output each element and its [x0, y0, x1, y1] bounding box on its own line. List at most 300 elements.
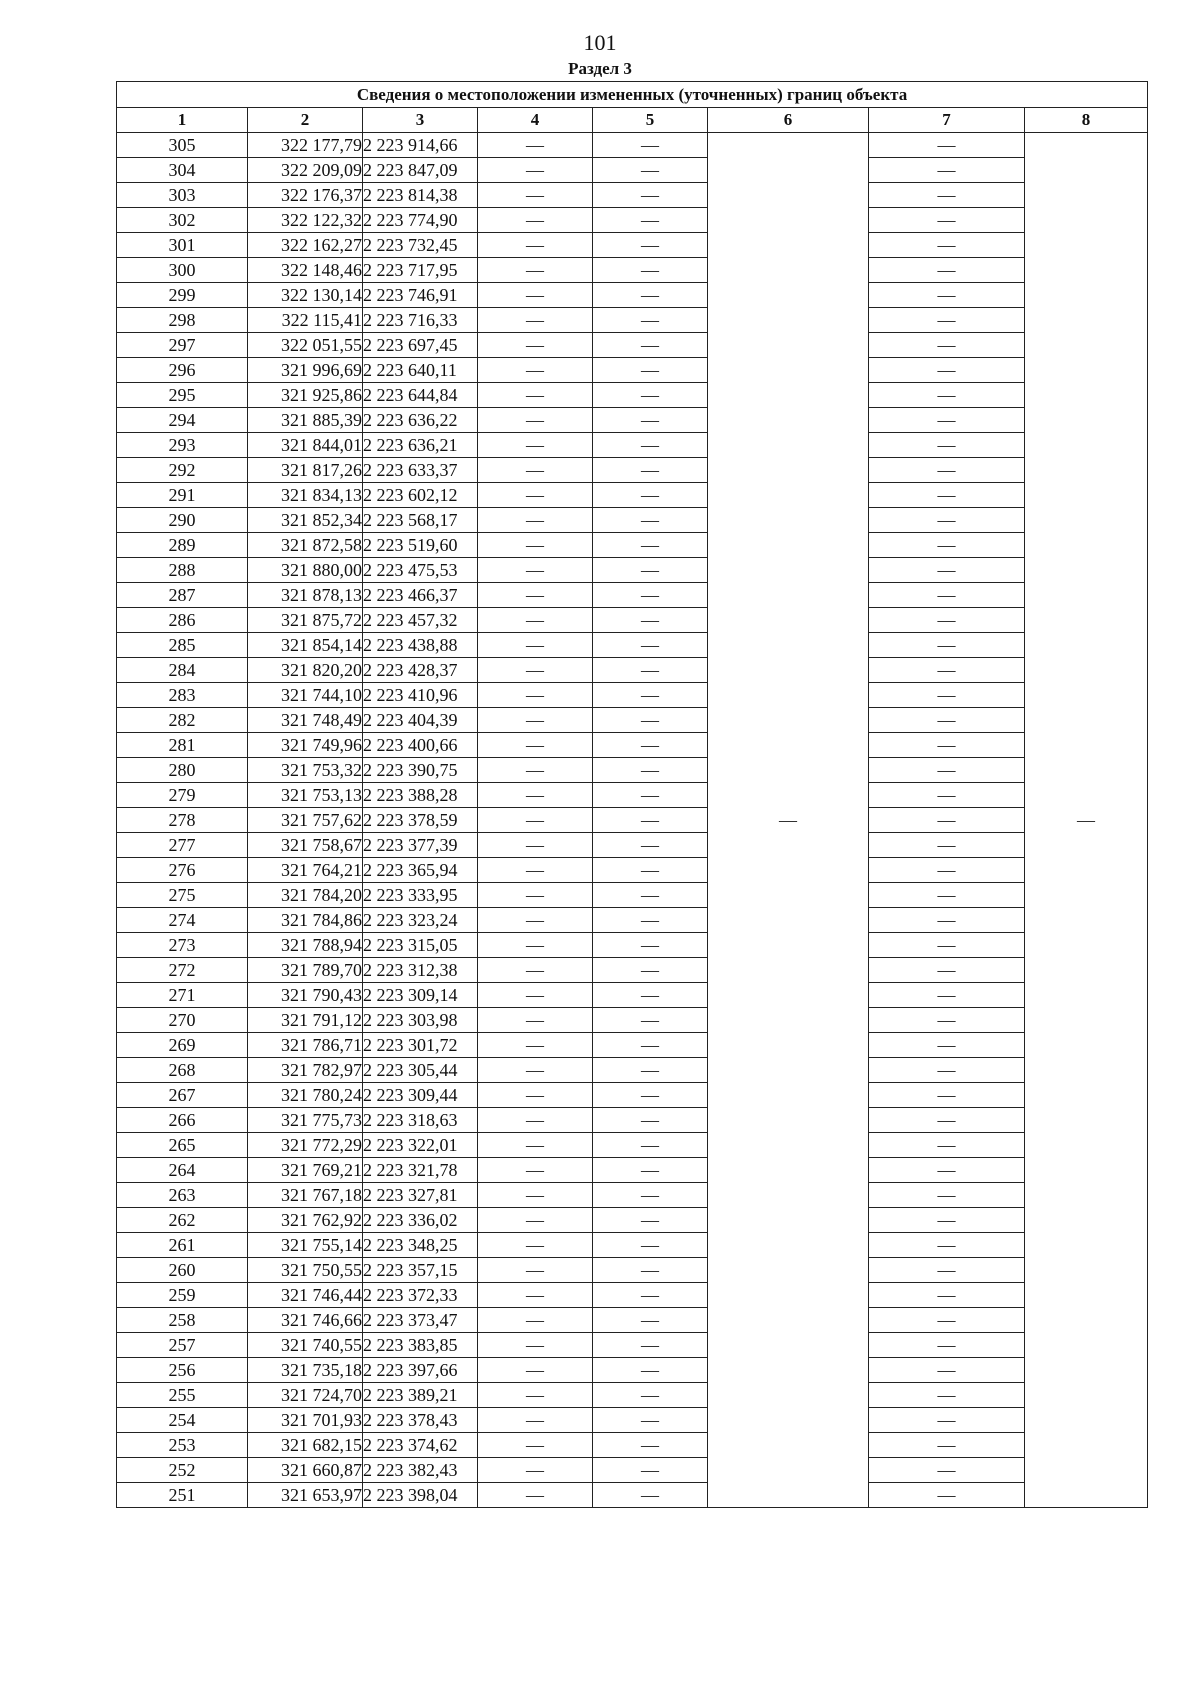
point-number: 254: [117, 1408, 248, 1433]
col4-value: —: [478, 208, 593, 233]
col5-value: —: [593, 433, 708, 458]
point-number: 280: [117, 758, 248, 783]
coordinate-x: 321 784,20: [248, 883, 363, 908]
col7-value: —: [869, 483, 1025, 508]
table-row: [117, 1258, 1148, 1283]
coordinate-x: 322 209,09: [248, 158, 363, 183]
col7-value: —: [869, 183, 1025, 208]
col5-value: —: [593, 833, 708, 858]
col7-value: —: [869, 633, 1025, 658]
coordinate-y: 2 223 774,90: [363, 208, 478, 233]
table-row: [117, 1233, 1148, 1258]
table-row: [117, 308, 1148, 333]
col5-value: —: [593, 133, 708, 158]
point-number: 259: [117, 1283, 248, 1308]
coordinate-y: 2 223 519,60: [363, 533, 478, 558]
table-row: [117, 883, 1148, 908]
col4-value: —: [478, 1283, 593, 1308]
coordinate-y: 2 223 466,37: [363, 583, 478, 608]
point-number: 262: [117, 1208, 248, 1233]
col6-merged-value: —: [708, 133, 869, 1508]
coordinate-y: 2 223 327,81: [363, 1183, 478, 1208]
coordinate-x: 322 177,79: [248, 133, 363, 158]
table-row: [117, 1483, 1148, 1508]
col5-value: —: [593, 1133, 708, 1158]
col7-value: —: [869, 1033, 1025, 1058]
col7-value: —: [869, 1133, 1025, 1158]
table-row: [117, 483, 1148, 508]
col7-value: —: [869, 1258, 1025, 1283]
point-number: 291: [117, 483, 248, 508]
coordinate-x: 321 820,20: [248, 658, 363, 683]
col7-value: —: [869, 1308, 1025, 1333]
coordinate-y: 2 223 633,37: [363, 458, 478, 483]
col5-value: —: [593, 1333, 708, 1358]
column-header-2: 2: [248, 108, 363, 133]
boundary-coordinates-table: [116, 81, 1148, 1508]
col5-value: —: [593, 358, 708, 383]
coordinate-x: 321 925,86: [248, 383, 363, 408]
coordinate-x: 321 750,55: [248, 1258, 363, 1283]
coordinate-y: 2 223 348,25: [363, 1233, 478, 1258]
point-number: 289: [117, 533, 248, 558]
col4-value: —: [478, 133, 593, 158]
coordinate-y: 2 223 378,43: [363, 1408, 478, 1433]
coordinate-y: 2 223 321,78: [363, 1158, 478, 1183]
point-number: 265: [117, 1133, 248, 1158]
table-row: [117, 783, 1148, 808]
col5-value: —: [593, 658, 708, 683]
table-row: [117, 658, 1148, 683]
table-row: [117, 533, 1148, 558]
col4-value: —: [478, 1208, 593, 1233]
coordinate-x: 322 122,32: [248, 208, 363, 233]
coordinate-y: 2 223 301,72: [363, 1033, 478, 1058]
coordinate-y: 2 223 410,96: [363, 683, 478, 708]
table-row: [117, 558, 1148, 583]
table-row: [117, 1283, 1148, 1308]
col5-value: —: [593, 808, 708, 833]
coordinate-x: 321 764,21: [248, 858, 363, 883]
coordinate-y: 2 223 372,33: [363, 1283, 478, 1308]
col5-value: —: [593, 333, 708, 358]
col4-value: —: [478, 533, 593, 558]
col7-value: —: [869, 758, 1025, 783]
col4-value: —: [478, 1358, 593, 1383]
coordinate-x: 321 791,12: [248, 1008, 363, 1033]
col7-value: —: [869, 158, 1025, 183]
coordinate-x: 321 769,21: [248, 1158, 363, 1183]
col7-value: —: [869, 808, 1025, 833]
point-number: 282: [117, 708, 248, 733]
table-row: [117, 1208, 1148, 1233]
coordinate-y: 2 223 303,98: [363, 1008, 478, 1033]
col4-value: —: [478, 358, 593, 383]
col4-value: —: [478, 1258, 593, 1283]
table-row: [117, 183, 1148, 208]
coordinate-x: 321 854,14: [248, 633, 363, 658]
coordinate-x: 321 746,66: [248, 1308, 363, 1333]
table-row: [117, 1358, 1148, 1383]
coordinate-x: 322 115,41: [248, 308, 363, 333]
col7-value: —: [869, 933, 1025, 958]
coordinate-y: 2 223 305,44: [363, 1058, 478, 1083]
col7-value: —: [869, 1283, 1025, 1308]
col7-value: —: [869, 658, 1025, 683]
column-header-5: 5: [593, 108, 708, 133]
coordinate-x: 321 767,18: [248, 1183, 363, 1208]
coordinate-y: 2 223 377,39: [363, 833, 478, 858]
point-number: 283: [117, 683, 248, 708]
table-row: [117, 333, 1148, 358]
col7-value: —: [869, 1208, 1025, 1233]
column-header-7: 7: [869, 108, 1025, 133]
coordinate-y: 2 223 697,45: [363, 333, 478, 358]
col5-value: —: [593, 933, 708, 958]
col7-value: —: [869, 958, 1025, 983]
col4-value: —: [478, 1233, 593, 1258]
coordinate-y: 2 223 914,66: [363, 133, 478, 158]
coordinate-x: 321 762,92: [248, 1208, 363, 1233]
col7-value: —: [869, 683, 1025, 708]
col4-value: —: [478, 1383, 593, 1408]
col8-merged-value: —: [1025, 133, 1148, 1508]
coordinate-x: 321 786,71: [248, 1033, 363, 1058]
column-header-row: [117, 108, 1148, 133]
col4-value: —: [478, 1083, 593, 1108]
col5-value: —: [593, 1433, 708, 1458]
col5-value: —: [593, 958, 708, 983]
table-row: [117, 383, 1148, 408]
table-caption: Сведения о местоположении измененных (уточненных) границ объекта: [117, 82, 1148, 108]
point-number: 301: [117, 233, 248, 258]
coordinate-y: 2 223 814,38: [363, 183, 478, 208]
table-row: [117, 208, 1148, 233]
table-row: [117, 958, 1148, 983]
col7-value: —: [869, 858, 1025, 883]
coordinate-x: 321 885,39: [248, 408, 363, 433]
point-number: 261: [117, 1233, 248, 1258]
col5-value: —: [593, 533, 708, 558]
col4-value: —: [478, 333, 593, 358]
col5-value: —: [593, 508, 708, 533]
col7-value: —: [869, 1183, 1025, 1208]
point-number: 258: [117, 1308, 248, 1333]
col5-value: —: [593, 408, 708, 433]
coordinate-x: 322 130,14: [248, 283, 363, 308]
table-row: [117, 808, 1148, 833]
point-number: 268: [117, 1058, 248, 1083]
coordinate-x: 321 788,94: [248, 933, 363, 958]
col5-value: —: [593, 558, 708, 583]
col5-value: —: [593, 233, 708, 258]
point-number: 284: [117, 658, 248, 683]
table-row: [117, 733, 1148, 758]
col4-value: —: [478, 408, 593, 433]
coordinate-y: 2 223 644,84: [363, 383, 478, 408]
point-number: 272: [117, 958, 248, 983]
coordinate-y: 2 223 640,11: [363, 358, 478, 383]
table-row: [117, 408, 1148, 433]
table-row: [117, 858, 1148, 883]
col7-value: —: [869, 1158, 1025, 1183]
point-number: 270: [117, 1008, 248, 1033]
coordinate-y: 2 223 322,01: [363, 1133, 478, 1158]
coordinate-x: 321 748,49: [248, 708, 363, 733]
col4-value: —: [478, 183, 593, 208]
col7-value: —: [869, 608, 1025, 633]
col5-value: —: [593, 583, 708, 608]
point-number: 304: [117, 158, 248, 183]
coordinate-y: 2 223 383,85: [363, 1333, 478, 1358]
coordinate-y: 2 223 390,75: [363, 758, 478, 783]
col7-value: —: [869, 1108, 1025, 1133]
col4-value: —: [478, 758, 593, 783]
col7-value: —: [869, 408, 1025, 433]
point-number: 257: [117, 1333, 248, 1358]
col4-value: —: [478, 1483, 593, 1508]
table-body: [117, 133, 1148, 1508]
coordinate-y: 2 223 602,12: [363, 483, 478, 508]
point-number: 274: [117, 908, 248, 933]
coordinate-x: 321 878,13: [248, 583, 363, 608]
col7-value: —: [869, 1233, 1025, 1258]
table-row: [117, 933, 1148, 958]
col4-value: —: [478, 1458, 593, 1483]
col7-value: —: [869, 208, 1025, 233]
table-row: [117, 908, 1148, 933]
col5-value: —: [593, 683, 708, 708]
coordinate-y: 2 223 336,02: [363, 1208, 478, 1233]
col7-value: —: [869, 558, 1025, 583]
col5-value: —: [593, 1258, 708, 1283]
point-number: 298: [117, 308, 248, 333]
coordinate-y: 2 223 309,44: [363, 1083, 478, 1108]
col7-value: —: [869, 883, 1025, 908]
table-row: [117, 1408, 1148, 1433]
coordinate-x: 321 740,55: [248, 1333, 363, 1358]
point-number: 300: [117, 258, 248, 283]
point-number: 294: [117, 408, 248, 433]
coordinate-x: 321 782,97: [248, 1058, 363, 1083]
coordinate-x: 321 757,62: [248, 808, 363, 833]
col7-value: —: [869, 433, 1025, 458]
col4-value: —: [478, 1108, 593, 1133]
column-header-1: 1: [117, 108, 248, 133]
col4-value: —: [478, 1058, 593, 1083]
col4-value: —: [478, 383, 593, 408]
table-row: [117, 258, 1148, 283]
point-number: 293: [117, 433, 248, 458]
coordinate-y: 2 223 378,59: [363, 808, 478, 833]
coordinate-x: 321 780,24: [248, 1083, 363, 1108]
col5-value: —: [593, 1208, 708, 1233]
coordinate-y: 2 223 428,37: [363, 658, 478, 683]
table-row: [117, 1433, 1148, 1458]
col4-value: —: [478, 1433, 593, 1458]
point-number: 271: [117, 983, 248, 1008]
col7-value: —: [869, 1433, 1025, 1458]
table-row: [117, 1383, 1148, 1408]
col5-value: —: [593, 208, 708, 233]
table-row: [117, 1008, 1148, 1033]
coordinate-x: 322 162,27: [248, 233, 363, 258]
col7-value: —: [869, 1358, 1025, 1383]
col5-value: —: [593, 1283, 708, 1308]
coordinate-y: 2 223 309,14: [363, 983, 478, 1008]
col5-value: —: [593, 1108, 708, 1133]
point-number: 275: [117, 883, 248, 908]
coordinate-x: 321 753,32: [248, 758, 363, 783]
col4-value: —: [478, 908, 593, 933]
col4-value: —: [478, 683, 593, 708]
coordinate-x: 321 817,26: [248, 458, 363, 483]
coordinate-y: 2 223 438,88: [363, 633, 478, 658]
col7-value: —: [869, 333, 1025, 358]
column-header-8: 8: [1025, 108, 1148, 133]
col5-value: —: [593, 1408, 708, 1433]
coordinate-y: 2 223 847,09: [363, 158, 478, 183]
coordinate-x: 322 176,37: [248, 183, 363, 208]
coordinate-x: 321 758,67: [248, 833, 363, 858]
table-row: [117, 283, 1148, 308]
col5-value: —: [593, 383, 708, 408]
col7-value: —: [869, 983, 1025, 1008]
col5-value: —: [593, 1483, 708, 1508]
point-number: 256: [117, 1358, 248, 1383]
coordinate-y: 2 223 312,38: [363, 958, 478, 983]
coordinate-y: 2 223 397,66: [363, 1358, 478, 1383]
col4-value: —: [478, 583, 593, 608]
col4-value: —: [478, 558, 593, 583]
section-title: Раздел 3: [568, 59, 632, 78]
col7-value: —: [869, 133, 1025, 158]
col4-value: —: [478, 808, 593, 833]
coordinate-y: 2 223 457,32: [363, 608, 478, 633]
point-number: 252: [117, 1458, 248, 1483]
page-number: 101: [583, 30, 617, 55]
col5-value: —: [593, 1158, 708, 1183]
table-row: [117, 1033, 1148, 1058]
point-number: 253: [117, 1433, 248, 1458]
col7-value: —: [869, 383, 1025, 408]
coordinate-x: 321 852,34: [248, 508, 363, 533]
col4-value: —: [478, 1008, 593, 1033]
col4-value: —: [478, 1183, 593, 1208]
table-row: [117, 1133, 1148, 1158]
coordinate-x: 321 996,69: [248, 358, 363, 383]
coordinate-x: 321 724,70: [248, 1383, 363, 1408]
col5-value: —: [593, 983, 708, 1008]
coordinate-x: 321 753,13: [248, 783, 363, 808]
table-row: [117, 358, 1148, 383]
col7-value: —: [869, 1383, 1025, 1408]
column-header-3: 3: [363, 108, 478, 133]
col4-value: —: [478, 433, 593, 458]
coordinate-x: 321 746,44: [248, 1283, 363, 1308]
coordinate-x: 321 660,87: [248, 1458, 363, 1483]
col4-value: —: [478, 1308, 593, 1333]
col4-value: —: [478, 258, 593, 283]
coordinate-y: 2 223 333,95: [363, 883, 478, 908]
col5-value: —: [593, 1233, 708, 1258]
col7-value: —: [869, 1408, 1025, 1433]
col7-value: —: [869, 783, 1025, 808]
coordinate-x: 321 653,97: [248, 1483, 363, 1508]
col5-value: —: [593, 1308, 708, 1333]
coordinate-y: 2 223 400,66: [363, 733, 478, 758]
coordinate-y: 2 223 732,45: [363, 233, 478, 258]
col5-value: —: [593, 608, 708, 633]
coordinate-y: 2 223 568,17: [363, 508, 478, 533]
col7-value: —: [869, 1008, 1025, 1033]
col7-value: —: [869, 258, 1025, 283]
table-row: [117, 583, 1148, 608]
point-number: 295: [117, 383, 248, 408]
coordinate-x: 321 789,70: [248, 958, 363, 983]
col5-value: —: [593, 1033, 708, 1058]
point-number: 305: [117, 133, 248, 158]
col4-value: —: [478, 783, 593, 808]
table-row: [117, 833, 1148, 858]
coordinate-x: 321 682,15: [248, 1433, 363, 1458]
col5-value: —: [593, 1083, 708, 1108]
col5-value: —: [593, 1008, 708, 1033]
table-row: [117, 1308, 1148, 1333]
coordinate-x: 321 880,00: [248, 558, 363, 583]
col4-value: —: [478, 483, 593, 508]
table-row: [117, 1083, 1148, 1108]
coordinate-x: 321 749,96: [248, 733, 363, 758]
col4-value: —: [478, 708, 593, 733]
point-number: 299: [117, 283, 248, 308]
col5-value: —: [593, 258, 708, 283]
coordinate-y: 2 223 636,21: [363, 433, 478, 458]
coordinate-x: 322 148,46: [248, 258, 363, 283]
col7-value: —: [869, 708, 1025, 733]
point-number: 260: [117, 1258, 248, 1283]
point-number: 288: [117, 558, 248, 583]
point-number: 277: [117, 833, 248, 858]
table-row: [117, 233, 1148, 258]
col7-value: —: [869, 1333, 1025, 1358]
column-header-4: 4: [478, 108, 593, 133]
coordinate-x: 321 772,29: [248, 1133, 363, 1158]
col7-value: —: [869, 508, 1025, 533]
point-number: 263: [117, 1183, 248, 1208]
coordinate-y: 2 223 717,95: [363, 258, 478, 283]
coordinate-x: 321 790,43: [248, 983, 363, 1008]
col5-value: —: [593, 708, 708, 733]
col7-value: —: [869, 308, 1025, 333]
col4-value: —: [478, 1158, 593, 1183]
table-row: [117, 758, 1148, 783]
col4-value: —: [478, 1033, 593, 1058]
coordinate-x: 321 784,86: [248, 908, 363, 933]
col4-value: —: [478, 633, 593, 658]
point-number: 292: [117, 458, 248, 483]
col4-value: —: [478, 283, 593, 308]
col4-value: —: [478, 833, 593, 858]
table-row: [117, 608, 1148, 633]
point-number: 278: [117, 808, 248, 833]
col5-value: —: [593, 458, 708, 483]
coordinate-x: 321 872,58: [248, 533, 363, 558]
coordinate-x: 322 051,55: [248, 333, 363, 358]
col4-value: —: [478, 1408, 593, 1433]
col5-value: —: [593, 633, 708, 658]
col5-value: —: [593, 283, 708, 308]
